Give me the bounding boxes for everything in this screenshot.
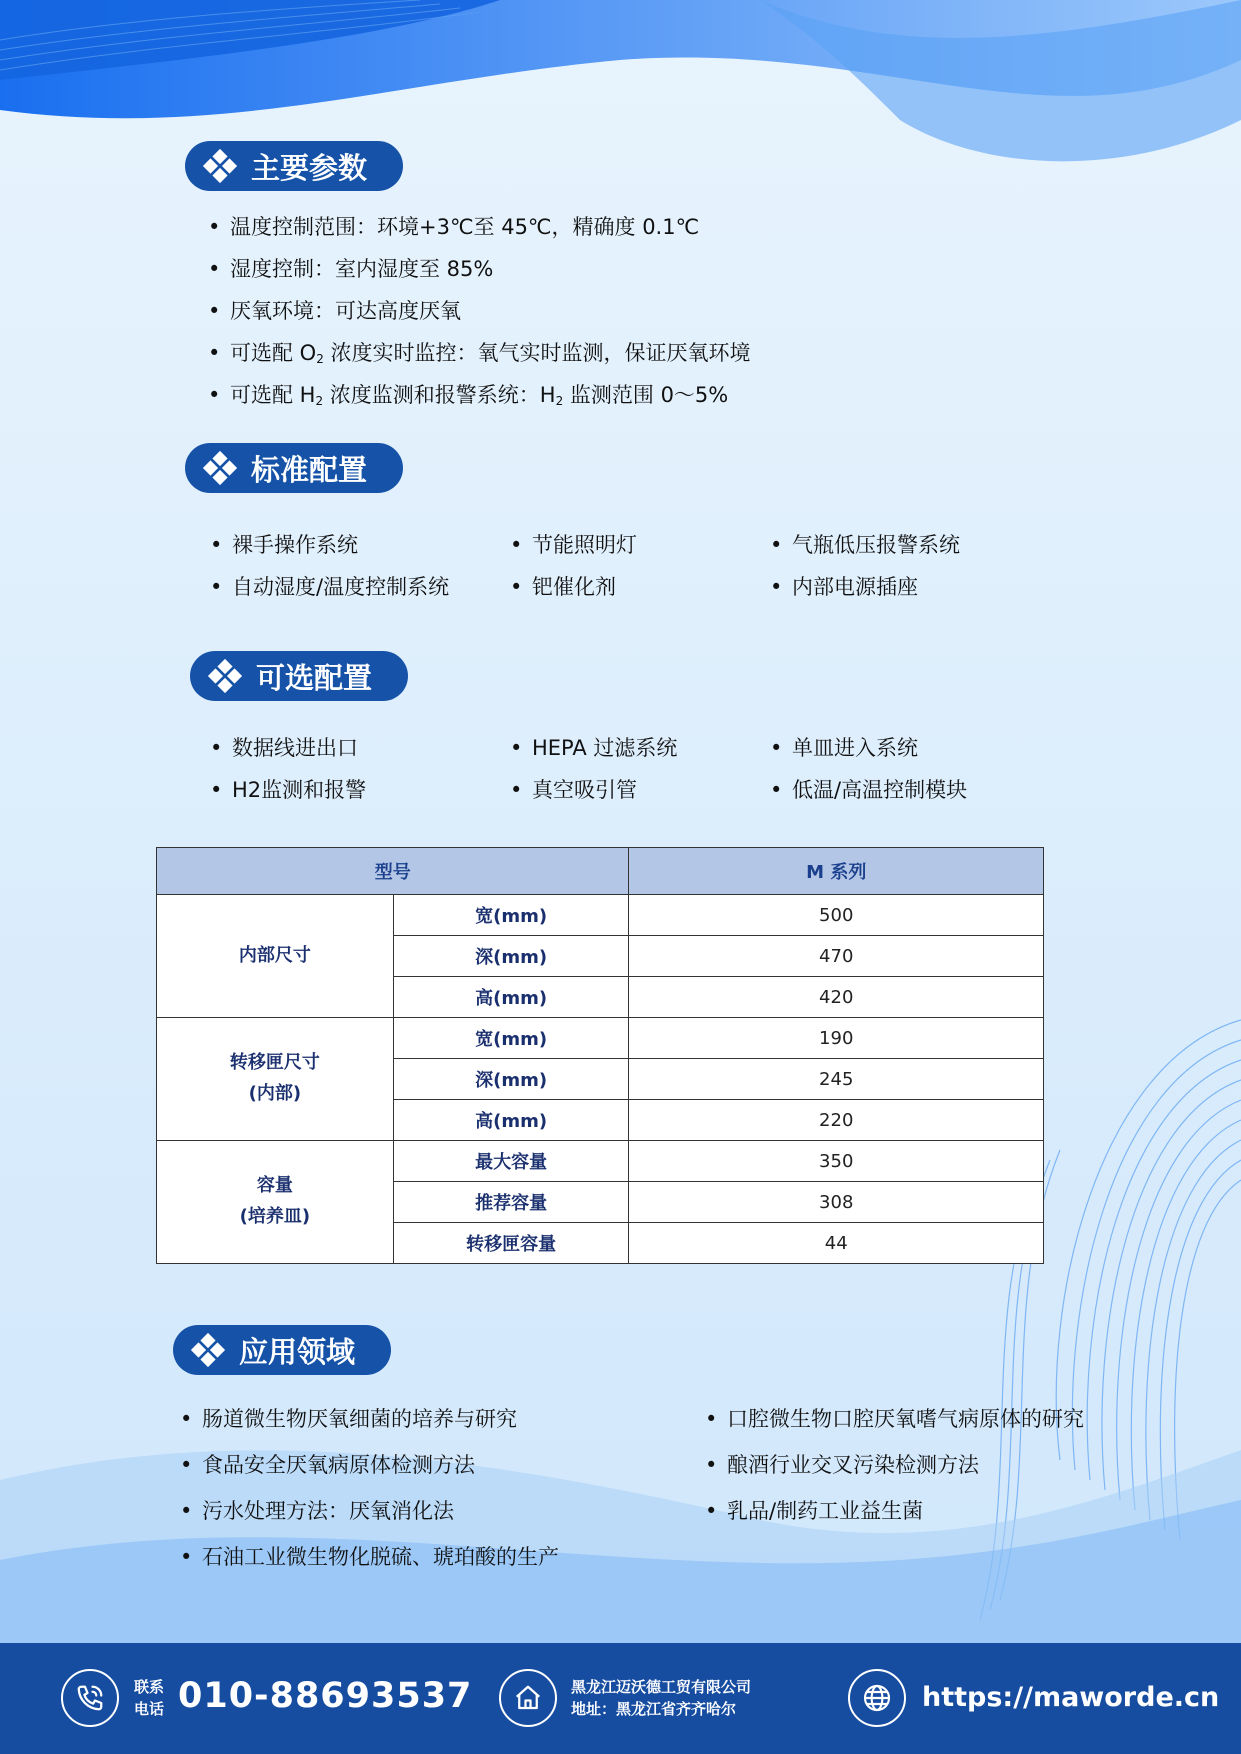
main-params-list — [208, 206, 751, 416]
company-name: 黑龙江迈沃德工贸有限公司 — [571, 1678, 752, 1696]
list-item: • 节能照明灯 — [510, 524, 770, 566]
company-address: 地址：黑龙江省齐齐哈尔 — [571, 1700, 737, 1718]
section-header-main-params — [185, 141, 403, 191]
row-label: 宽(mm) — [393, 1018, 629, 1059]
applications-grid — [180, 1396, 1125, 1580]
row-value: 190 — [629, 1018, 1044, 1059]
list-item: • HEPA 过滤系统 — [510, 727, 770, 769]
diamond-cluster-icon — [201, 147, 239, 185]
row-label: 推荐容量 — [393, 1182, 629, 1223]
list-item: • 湿度控制：室内湿度至 85% — [208, 248, 751, 290]
phone-number[interactable]: 010-88693537 — [178, 1676, 473, 1716]
optional-config-grid — [210, 727, 1010, 811]
list-item: • 可选配 $O_2$ 浓度实时监控：氧气实时监测，保证厌氧环境 — [208, 332, 751, 374]
section-header-optional-config — [190, 651, 408, 701]
row-value: 245 — [629, 1059, 1044, 1100]
header-series: M 系列 — [629, 848, 1044, 895]
diamond-cluster-icon — [189, 1331, 227, 1369]
footer-bar — [0, 1643, 1241, 1754]
table-row — [157, 1141, 1044, 1182]
row-value: 44 — [629, 1223, 1044, 1264]
list-item: • 气瓶低压报警系统 — [770, 524, 1010, 566]
row-label: 高(mm) — [393, 1100, 629, 1141]
section-header-standard-config — [185, 443, 403, 493]
row-label: 高(mm) — [393, 977, 629, 1018]
contact-label: 联系 电话 — [134, 1678, 165, 1718]
group-cell: 转移匣尺寸 (内部) — [157, 1018, 394, 1141]
list-item: • 内部电源插座 — [770, 566, 1010, 608]
company-info — [571, 1676, 751, 1720]
list-item: • H2监测和报警 — [210, 769, 510, 811]
list-item: • 肠道微生物厌氧细菌的培养与研究 — [180, 1396, 705, 1442]
row-label: 最大容量 — [393, 1141, 629, 1182]
group-cell: 容量 (培养皿) — [157, 1141, 394, 1264]
globe-icon — [848, 1669, 906, 1727]
list-item: • 食品安全厌氧病原体检测方法 — [180, 1442, 705, 1488]
list-item: • 低温/高温控制模块 — [770, 769, 1010, 811]
list-item: • 温度控制范围：环境+3℃至 45℃，精确度 0.1℃ — [208, 206, 751, 248]
row-value: 350 — [629, 1141, 1044, 1182]
row-label: 深(mm) — [393, 1059, 629, 1100]
diamond-cluster-icon — [201, 449, 239, 487]
row-value: 470 — [629, 936, 1044, 977]
phone-icon — [61, 1669, 119, 1727]
table-row — [157, 1018, 1044, 1059]
row-value: 220 — [629, 1100, 1044, 1141]
row-label: 宽(mm) — [393, 895, 629, 936]
website-link[interactable]: https://maworde.cn — [922, 1682, 1220, 1713]
standard-config-grid — [210, 524, 1010, 608]
list-item: • 口腔微生物口腔厌氧嗜气病原体的研究 — [705, 1396, 1125, 1442]
list-item: • 单皿进入系统 — [770, 727, 1010, 769]
list-item: • 钯催化剂 — [510, 566, 770, 608]
row-value: 420 — [629, 977, 1044, 1018]
list-item: • 污水处理方法：厌氧消化法 — [180, 1488, 705, 1534]
row-value: 500 — [629, 895, 1044, 936]
list-item: • 自动湿度/温度控制系统 — [210, 566, 510, 608]
section-title: 可选配置 — [256, 660, 373, 695]
list-item: • 数据线进出口 — [210, 727, 510, 769]
list-item: • 乳品/制药工业益生菌 — [705, 1488, 1125, 1534]
section-title: 主要参数 — [251, 150, 368, 185]
group-cell: 内部尺寸 — [157, 895, 394, 1018]
section-header-applications — [173, 1325, 391, 1375]
list-item: • 可选配 $H_2$ 浓度监测和报警系统：$H_2$ 监测范围 0～5% — [208, 374, 751, 416]
section-title: 标准配置 — [251, 452, 368, 487]
list-item: • 裸手操作系统 — [210, 524, 510, 566]
row-value: 308 — [629, 1182, 1044, 1223]
list-item: • 真空吸引管 — [510, 769, 770, 811]
table-header-row — [157, 848, 1044, 895]
spec-table — [156, 847, 1044, 1264]
row-label: 深(mm) — [393, 936, 629, 977]
list-item: • 石油工业微生物化脱硫、琥珀酸的生产 — [180, 1534, 705, 1580]
row-label: 转移匣容量 — [393, 1223, 629, 1264]
list-item: • 酿酒行业交叉污染检测方法 — [705, 1442, 1125, 1488]
diamond-cluster-icon — [206, 657, 244, 695]
table-row — [157, 895, 1044, 936]
section-title: 应用领域 — [239, 1334, 356, 1369]
home-icon — [499, 1669, 557, 1727]
list-item: • 厌氧环境：可达高度厌氧 — [208, 290, 751, 332]
header-model: 型号 — [157, 848, 629, 895]
